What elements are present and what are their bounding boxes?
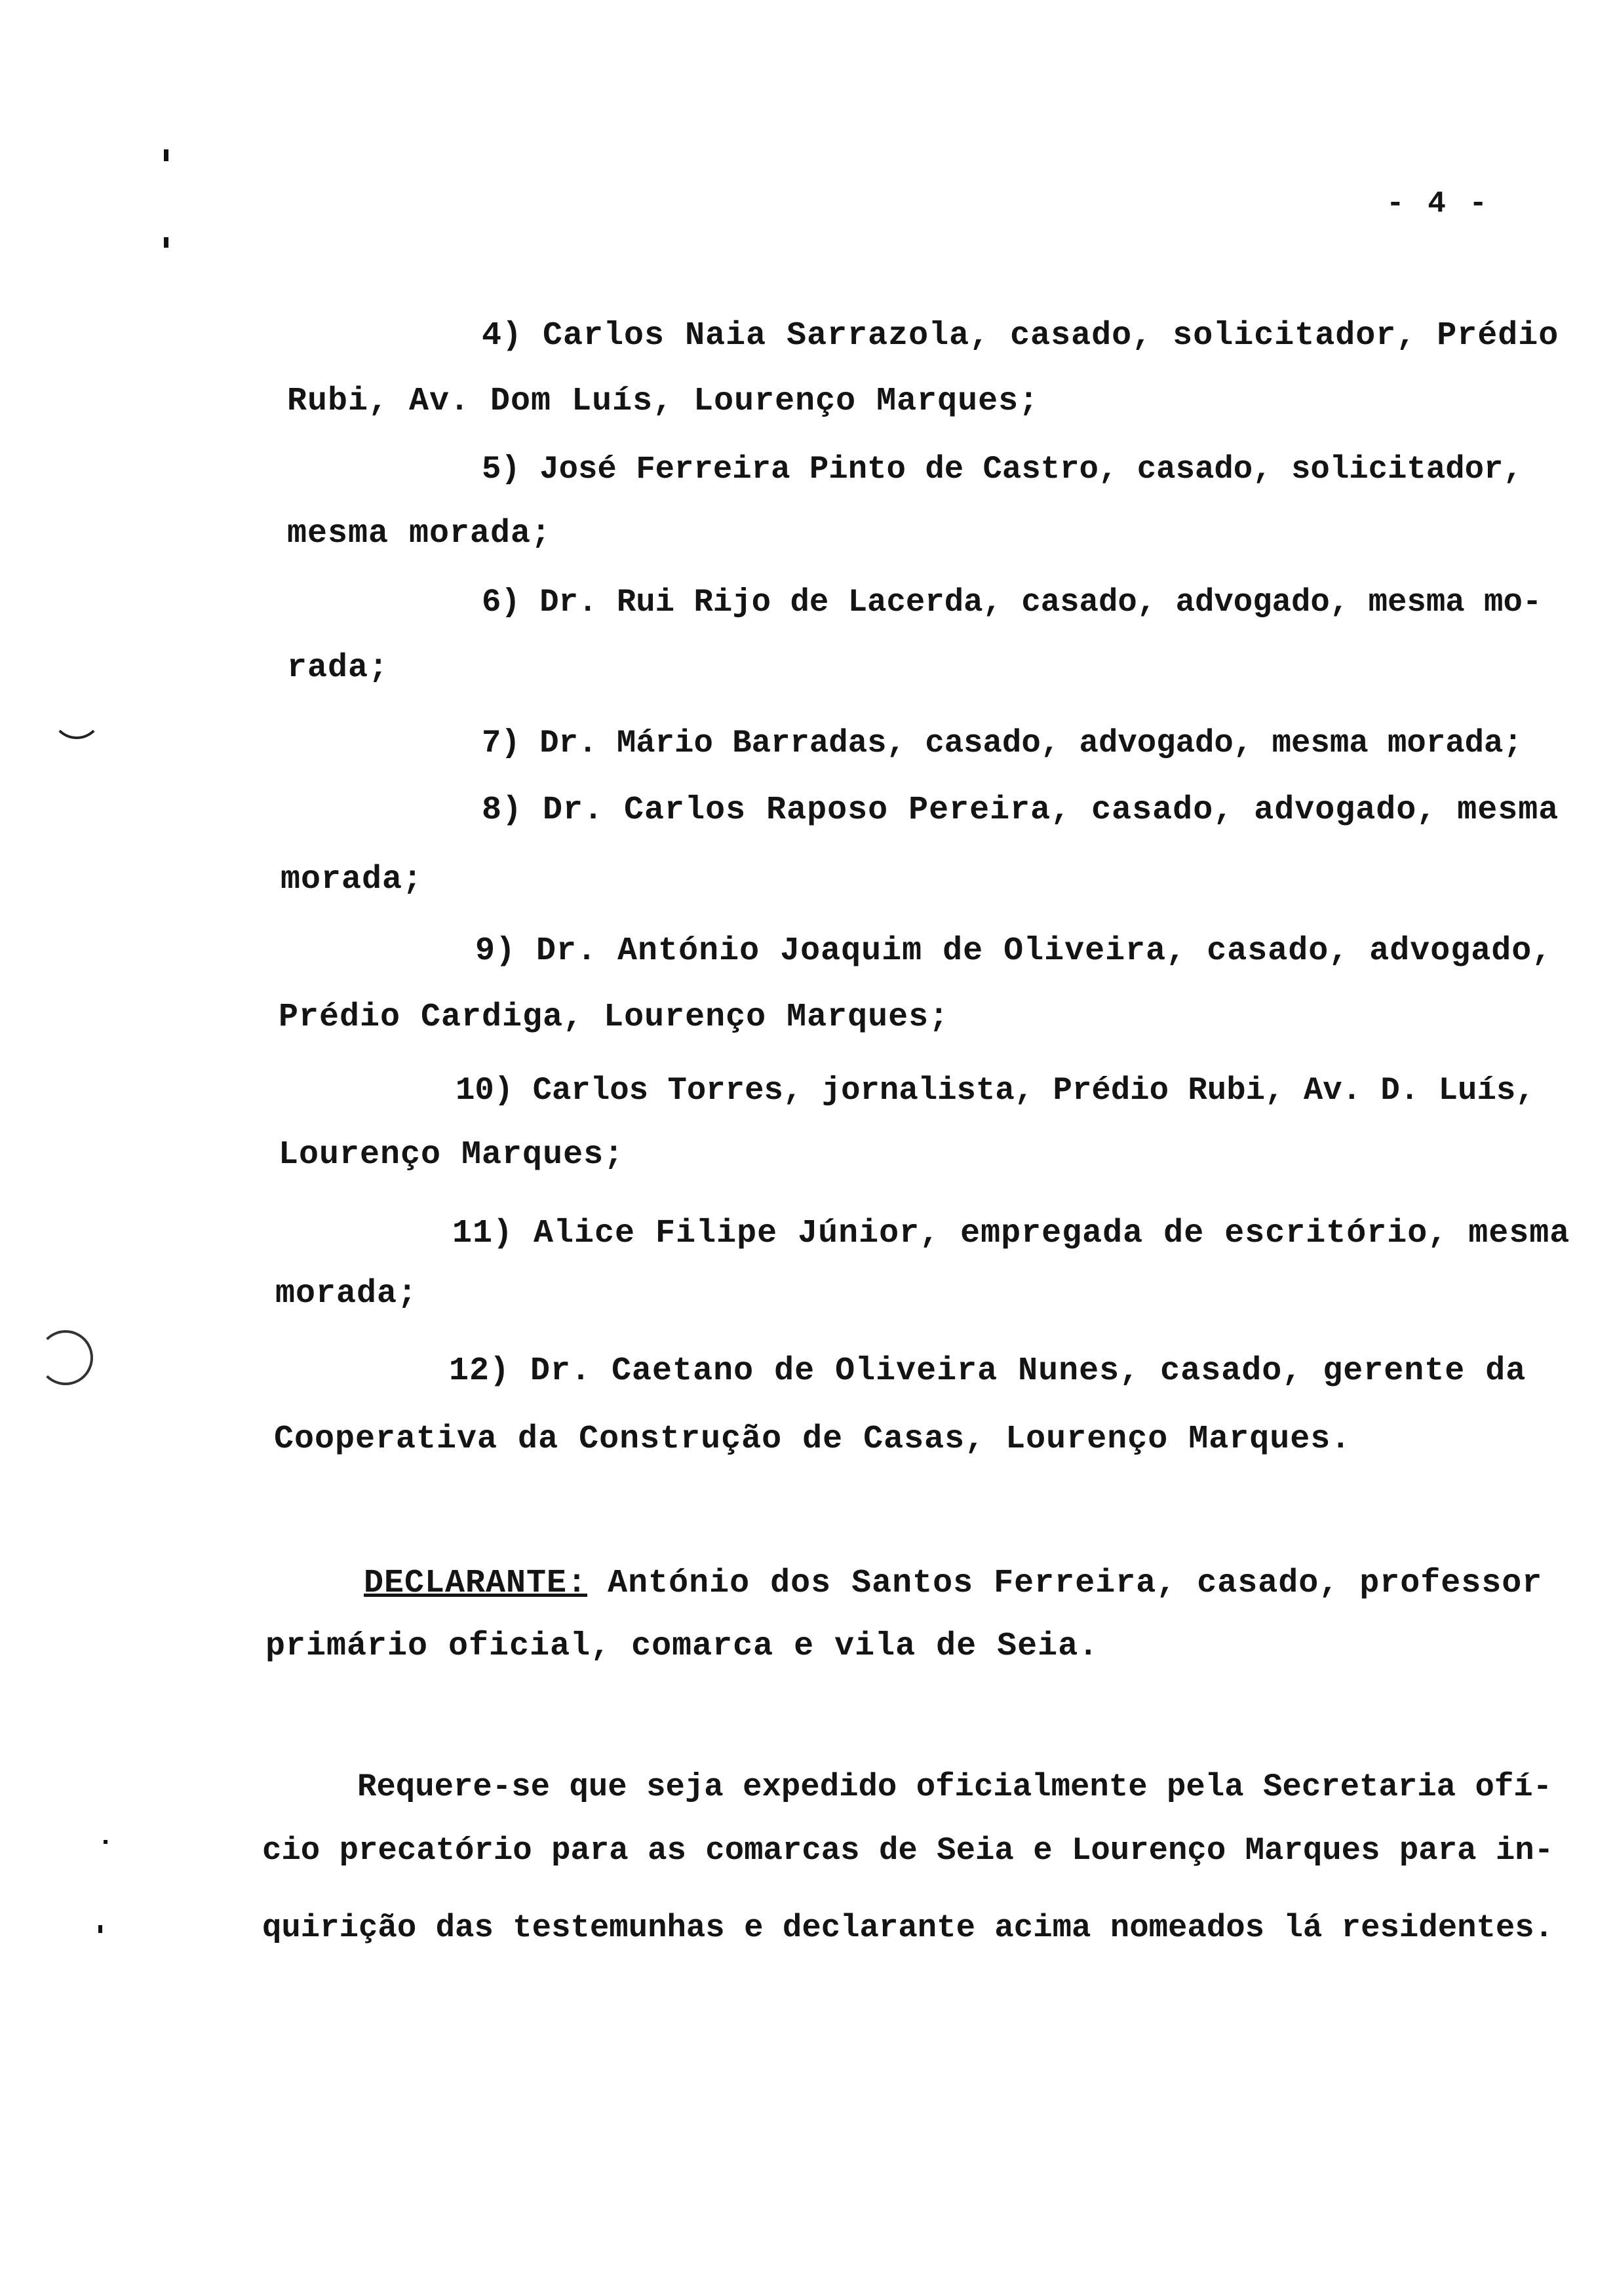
witness-number: 12) — [449, 1352, 511, 1390]
witness-text: Dr. Caetano de Oliveira Nunes, casado, gerente da — [530, 1352, 1527, 1390]
witness-11-line-1 — [452, 1217, 1570, 1250]
witness-10-line-1 — [456, 1072, 1535, 1109]
punch-hole-lower — [38, 1330, 93, 1385]
witness-number: 6) — [482, 584, 520, 621]
witness-4-line-2: Rubi, Av. Dom Luís, Lourenço Marques; — [287, 383, 1040, 420]
witness-text: Dr. Carlos Raposo Pereira, casado, advogado, mesma — [543, 792, 1559, 829]
witness-9-line-2: Prédio Cardiga, Lourenço Marques; — [279, 999, 950, 1036]
witness-8-line-1 — [482, 794, 1559, 827]
witness-6-line-1 — [482, 586, 1542, 619]
declarant-line-1 — [364, 1567, 1542, 1600]
witness-number: 11) — [452, 1215, 514, 1252]
witness-7-line-1 — [482, 727, 1523, 759]
witness-4-line-1 — [482, 317, 1559, 354]
witness-text: José Ferreira Pinto de Castro, casado, solicitador, — [539, 451, 1523, 488]
witness-number: 8) — [482, 792, 523, 829]
witness-number: 7) — [482, 725, 520, 761]
witness-6-line-2: rada; — [287, 649, 389, 687]
witness-number: 10) — [456, 1072, 514, 1109]
witness-number: 5) — [482, 451, 520, 488]
witness-text: Dr. António Joaquim de Oliveira, casado, advogado, — [536, 932, 1553, 970]
witness-11-line-2: morada; — [275, 1275, 418, 1312]
declarant-text: António dos Santos Ferreira, casado, professor — [608, 1565, 1543, 1602]
margin-mark-top — [164, 149, 168, 161]
margin-mark-second — [164, 237, 168, 248]
witness-5-line-1 — [482, 453, 1523, 486]
request-line-2: cio precatório para as comarcas de Seia e Lourenço Marques para in- — [262, 1832, 1554, 1869]
witness-12-line-2: Cooperativa da Construção de Casas, Lourenço Marques. — [274, 1421, 1352, 1458]
witness-text: Carlos Naia Sarrazola, casado, solicitador, Prédio — [543, 317, 1559, 354]
witness-text: Dr. Mário Barradas, casado, advogado, mesma morada; — [539, 725, 1523, 761]
margin-mark-bottom-2 — [98, 1925, 102, 1933]
witness-text: Dr. Rui Rijo de Lacerda, casado, advogado, mesma mo- — [539, 584, 1542, 621]
witness-12-line-1 — [449, 1352, 1527, 1390]
witness-9-line-1 — [475, 932, 1553, 970]
witness-10-line-2: Lourenço Marques; — [279, 1136, 625, 1174]
request-line-3: quirição das testemunhas e declarante acima nomeados lá residentes. — [262, 1909, 1554, 1946]
declarant-label: DECLARANTE: — [364, 1565, 588, 1602]
witness-text: Carlos Torres, jornalista, Prédio Rubi, Av. D. Luís, — [532, 1072, 1535, 1109]
witness-text: Alice Filipe Júnior, empregada de escritório, mesma — [534, 1215, 1570, 1252]
page-number: - 4 - — [1386, 187, 1490, 221]
witness-8-line-2: morada; — [281, 861, 423, 898]
witness-number: 4) — [482, 317, 523, 354]
witness-number: 9) — [475, 932, 516, 970]
witness-5-line-2: mesma morada; — [287, 515, 552, 552]
declarant-line-2: primário oficial, comarca e vila de Seia. — [265, 1628, 1099, 1665]
punch-hole-upper — [51, 688, 102, 739]
margin-mark-bottom-1 — [104, 1840, 107, 1844]
request-line-1: Requere-se que seja expedido oficialmente pela Secretaria ofí- — [357, 1769, 1553, 1805]
